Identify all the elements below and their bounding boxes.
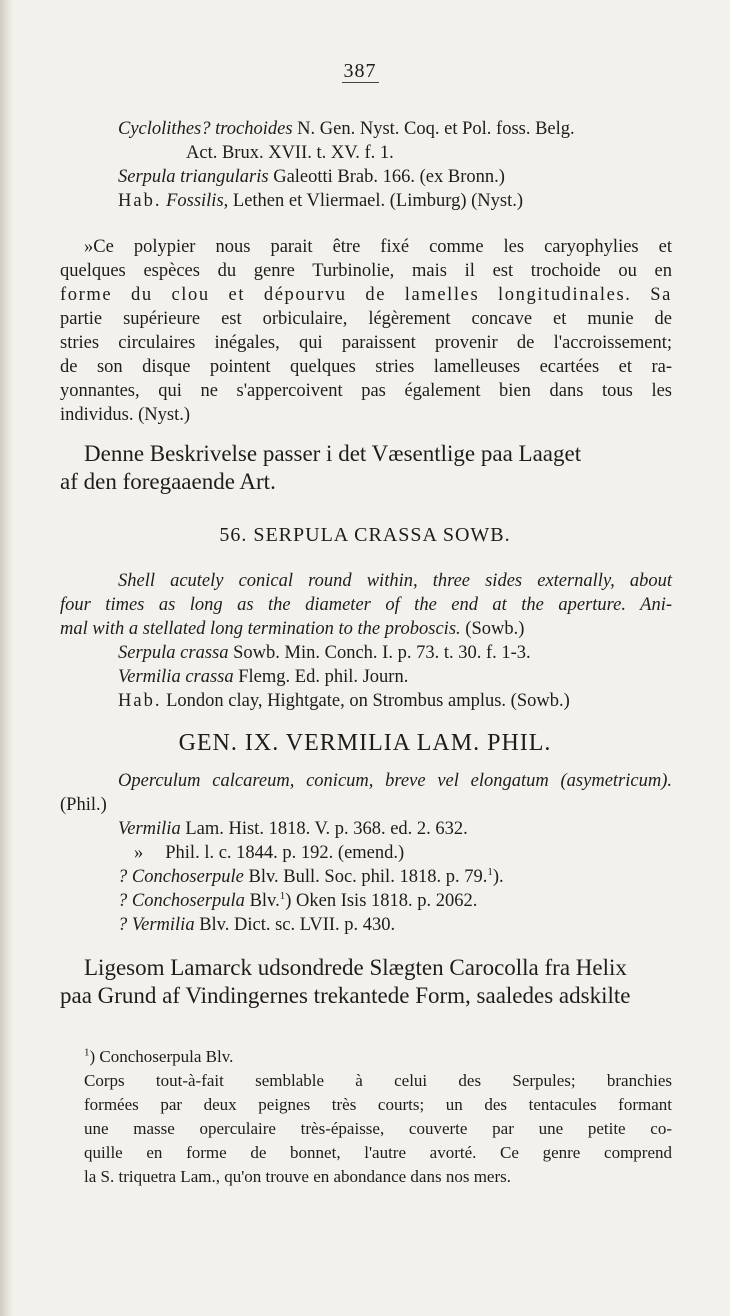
species-ref-3: Hab. London clay, Hightgate, on Strombus amplus. (Sowb.) [118,691,570,711]
genus-desc-line-1: Operculum calcareum, conicum, breve vel elongatum (asymetricum). [118,771,672,791]
danish1-line-2: af den foregaaende Art. [60,469,276,494]
footnote-line-1: Corps tout-à-fait semblable à celui des Serpules; branchies [84,1071,672,1090]
entry1-line-4: Hab. Fossilis, Lethen et Vliermael. (Limburg) (Nyst.) [118,191,523,211]
quote-line-2: quelques espèces du genre Turbinolie, mais il est trochoide ou en [60,261,672,281]
entry1-line-3: Serpula triangularis Galeotti Brab. 166. (ex Bronn.) [118,167,505,187]
danish1-line-1: Denne Beskrivelse passer i det Væsentlige paa Laaget [84,441,582,466]
species-desc-line-2: four times as long as the diameter of the end at the aperture. Ani- [60,595,672,615]
entry1-line-1: Cyclolithes? trochoides N. Gen. Nyst. Coq. et Pol. foss. Belg. [118,119,575,139]
danish2-line-2: paa Grund af Vindingernes trekantede Form, saaledes adskilte [60,983,631,1008]
quote-line-5: stries circulaires inégales, qui paraissent provenir de l'accroissement; [60,333,672,353]
quote-line-8: individus. (Nyst.) [60,405,191,425]
danish2-line-1: Ligesom Lamarck udsondrede Slægten Carocolla fra Helix [84,955,627,980]
species-heading: 56. SERPULA CRASSA SOWB. [219,524,511,546]
genus-ref-4: ? Conchoserpula Blv.$^1$) Oken Isis 1818. p. 2062. [118,889,478,911]
page-number: 387 [343,60,377,82]
genus-ref-1: Vermilia Lam. Hist. 1818. V. p. 368. ed. 2. 632. [118,819,468,839]
entry1-line-2: Act. Brux. XVII. t. XV. f. 1. [186,143,394,163]
quote-line-1: »Ce polypier nous parait être fixé comme les caryophylies et [84,237,672,257]
footnote-line-2: formées par deux peignes très courts; un des tentacules formant [84,1095,672,1114]
species-desc-line-1: Shell acutely conical round within, three sides externally, about [118,571,672,591]
quote-line-4: partie supérieure est orbiculaire, légèrement concave et munie de [60,309,672,329]
genus-heading: GEN. IX. VERMILIA LAM. PHIL. [178,730,552,756]
genus-ref-5: ? Vermilia Blv. Dict. sc. LVII. p. 430. [118,915,396,935]
footnote-line-3: une masse operculaire très-épaisse, couverte par une petite co- [84,1119,672,1138]
footnote-line-5: la S. triquetra Lam., qu'on trouve en abondance dans nos mers. [84,1167,512,1186]
page-edge-shadow [0,0,14,1316]
species-ref-1: Serpula crassa Sowb. Min. Conch. I. p. 73. t. 30. f. 1-3. [118,643,531,663]
species-ref-2: Vermilia crassa Flemg. Ed. phil. Journ. [118,667,409,687]
quote-line-6: de son disque pointent quelques stries lamelleuses ecartées et ra- [60,357,672,377]
genus-ref-2: » Phil. l. c. 1844. p. 192. (emend.) [134,843,405,863]
quote-line-3: forme du clou et dépourvu de lamelles longitudinales. Sa [60,285,672,305]
species-desc-line-3: mal with a stellated long termination to the proboscis. (Sowb.) [60,619,525,639]
quote-line-7: yonnantes, qui ne s'appercoivent pas également bien dans tous les [60,381,672,401]
footnote-title: $^1$) Conchoserpula Blv. [84,1046,234,1066]
genus-ref-3: ? Conchoserpule Blv. Bull. Soc. phil. 1818. p. 79.$^1$). [118,865,504,887]
footnote-line-4: quille en forme de bonnet, l'autre avorté. Ce genre comprend [84,1143,672,1162]
genus-desc-line-2: (Phil.) [60,795,107,815]
